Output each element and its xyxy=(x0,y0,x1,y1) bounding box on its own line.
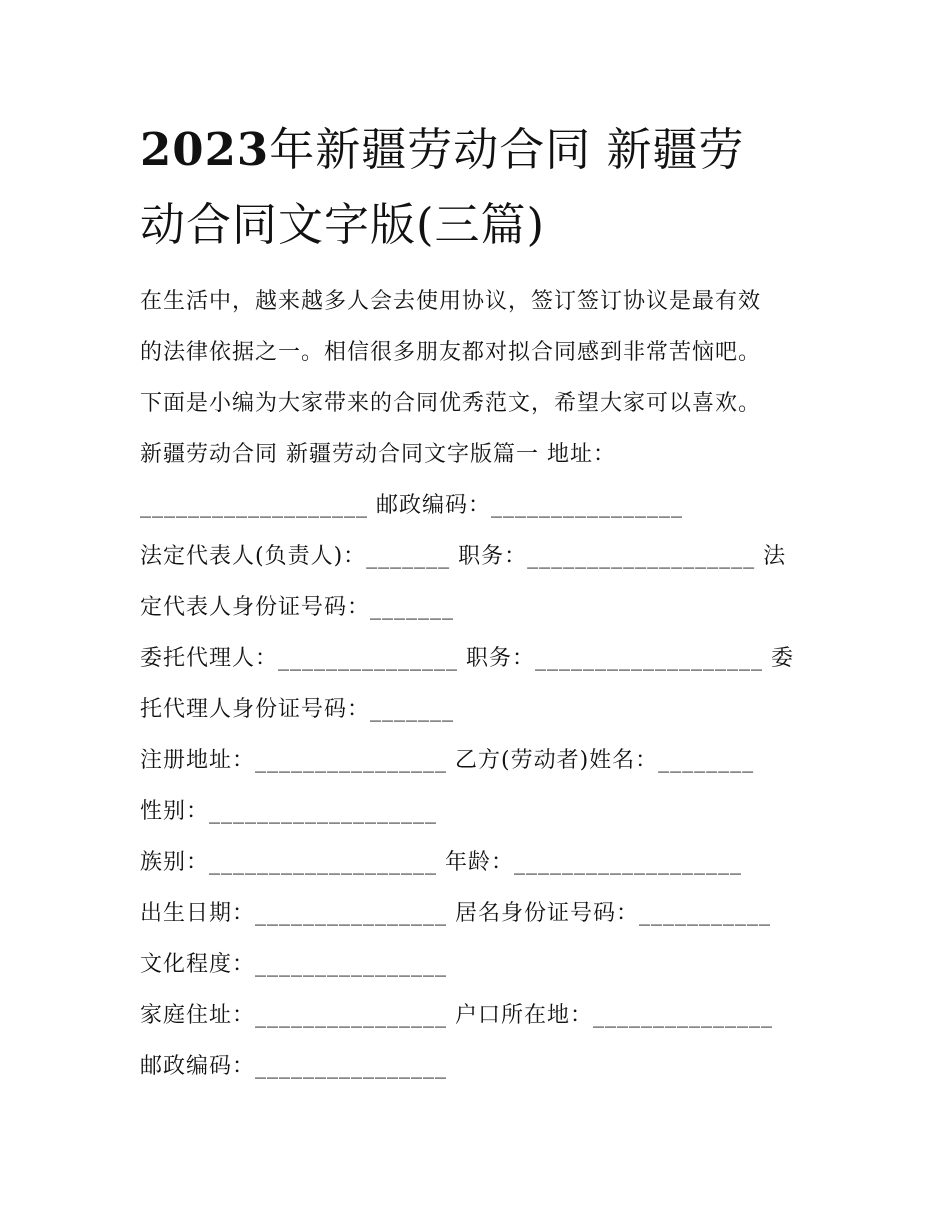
document-title xyxy=(140,112,840,262)
form-line-birthdate-id: 出生日期：________________ 居名身份证号码：___________ xyxy=(140,901,771,926)
form-line-agent-id: 托代理人身份证号码：_______ xyxy=(140,697,455,722)
text-line: 在生活中，越来越多人会去使用协议，签订签订协议是最有效 xyxy=(140,289,762,314)
form-line-home-address: 家庭住址：________________ 户口所在地：_______________ xyxy=(140,1003,773,1028)
form-line-education: 文化程度：________________ xyxy=(140,952,448,977)
text-line: 的法律依据之一。相信很多朋友都对拟合同感到非常苦恼吧。 xyxy=(140,340,762,365)
form-line-agent: 委托代理人：_______________ 职务：___________________ 委 xyxy=(140,646,794,671)
title-year: 2023 xyxy=(140,123,270,176)
text-line: 新疆劳动合同 新疆劳动合同文字版篇一 地址： xyxy=(140,442,616,467)
title-line1-text: 年新疆劳动合同 新疆劳 xyxy=(269,123,745,176)
text-line: 下面是小编为大家带来的合同优秀范文，希望大家可以喜欢。 xyxy=(140,391,762,416)
form-line-postal-code: 邮政编码：________________ xyxy=(140,1054,448,1079)
form-line-address: ___________________ 邮政编码：________________ xyxy=(140,493,683,518)
form-line-registered-address: 注册地址：________________ 乙方(劳动者)姓名：________ xyxy=(140,748,755,773)
form-line-legal-rep: 法定代表人(负责人)：_______ 职务：___________________ 法 xyxy=(140,544,787,569)
form-line-gender: 性别：___________________ xyxy=(140,799,438,824)
form-line-ethnicity-age: 族别：___________________ 年龄：___________________ xyxy=(140,850,742,875)
title-line2-text: 动合同文字版(三篇) xyxy=(140,198,546,251)
document-body xyxy=(140,276,830,1092)
form-line-legal-rep-id: 定代表人身份证号码：_______ xyxy=(140,595,455,620)
